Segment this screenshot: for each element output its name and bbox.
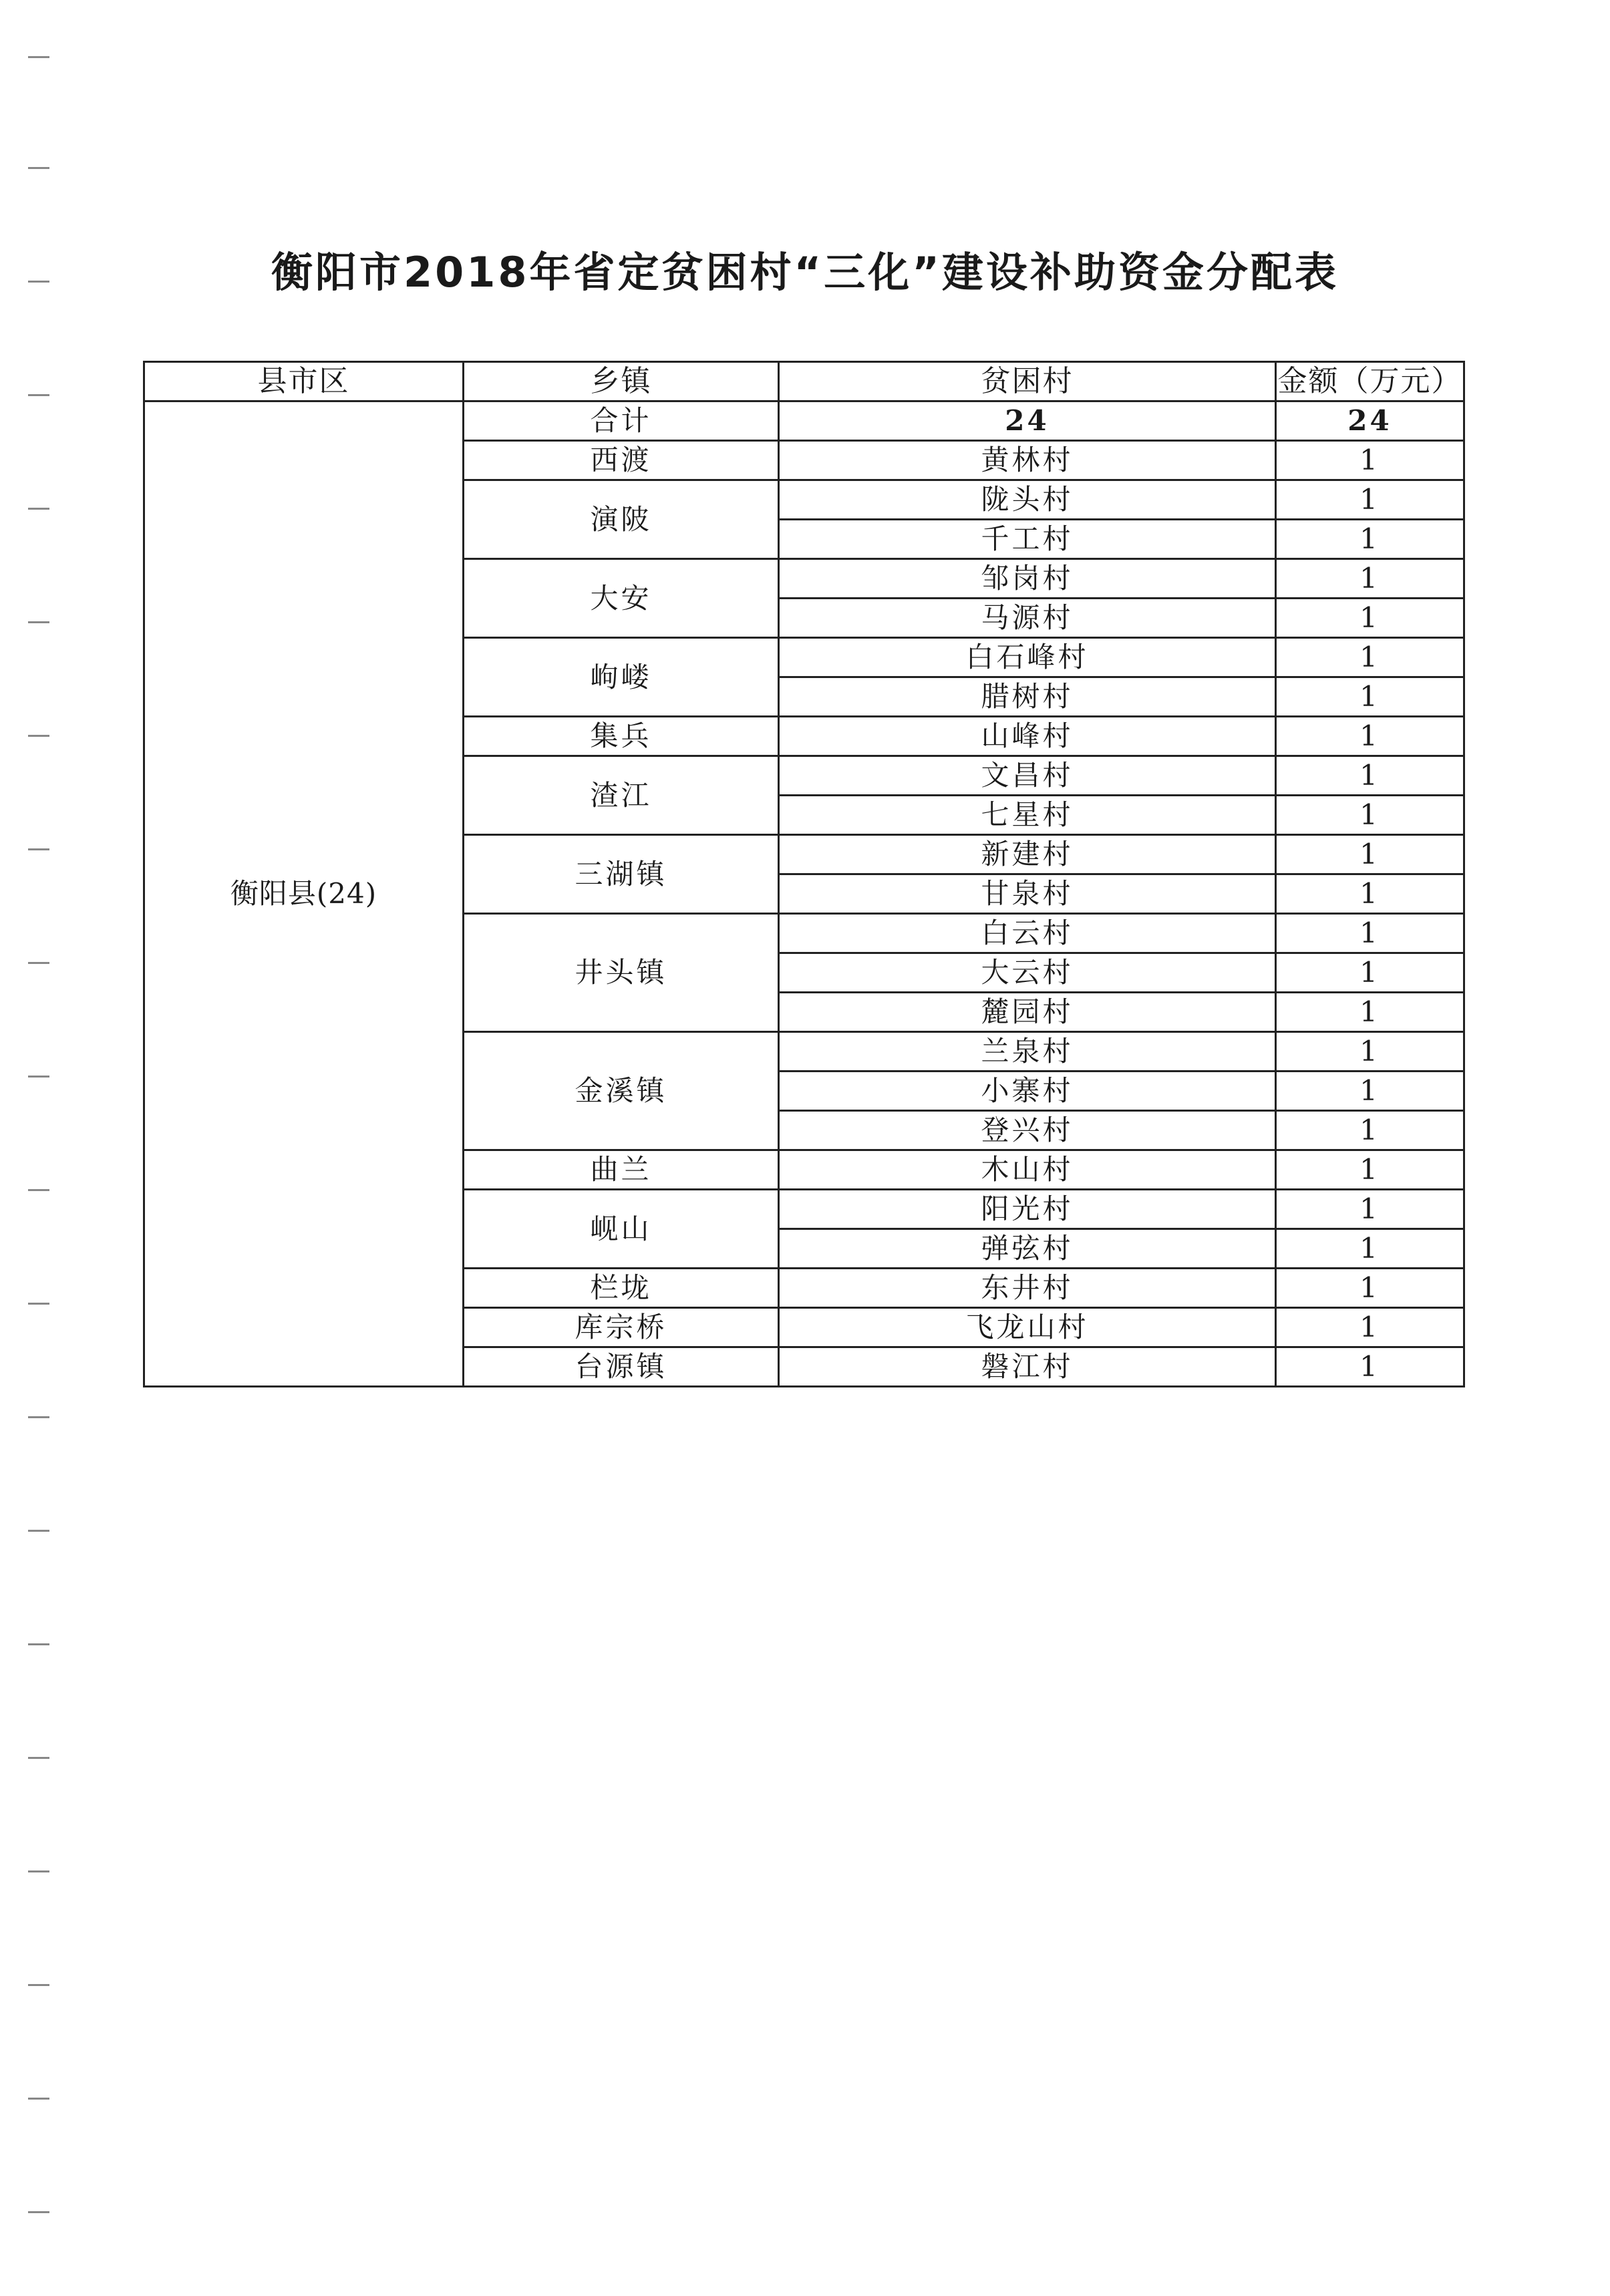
amount-cell: 1 [1276,677,1464,717]
scan-edge-mark [28,1416,49,1418]
header-county: 县市区 [144,362,464,401]
township-cell: 栏垅 [464,1269,779,1308]
document-title: 衡阳市2018年省定贫困村“三化”建设补助资金分配表 [271,248,1339,297]
scan-edge-mark [28,1189,49,1191]
amount-cell: 1 [1276,1229,1464,1269]
amount-cell: 1 [1276,914,1464,953]
header-village: 贫困村 [779,362,1276,401]
township-cell: 岘山 [464,1190,779,1269]
township-cell: 井头镇 [464,914,779,1032]
amount-cell: 1 [1276,717,1464,756]
scan-edge-mark [28,1870,49,1872]
village-cell: 甘泉村 [779,874,1276,914]
scan-edge-mark [28,167,49,169]
scan-edge-mark [28,1303,49,1305]
amount-cell: 1 [1276,1150,1464,1190]
amount-cell: 1 [1276,1111,1464,1150]
amount-cell: 1 [1276,441,1464,480]
village-cell: 七星村 [779,796,1276,835]
village-cell: 飞龙山村 [779,1308,1276,1347]
village-cell: 文昌村 [779,756,1276,796]
scan-edge-mark [28,508,49,510]
township-cell: 曲兰 [464,1150,779,1190]
scan-edge-mark [28,2098,49,2100]
amount-cell: 1 [1276,953,1464,993]
scan-edge-mark [28,1757,49,1759]
village-cell: 邹岗村 [779,559,1276,599]
township-cell: 集兵 [464,717,779,756]
amount-cell: 1 [1276,599,1464,638]
village-cell: 马源村 [779,599,1276,638]
scan-edge-mark [28,1530,49,1532]
village-cell: 白云村 [779,914,1276,953]
amount-cell: 1 [1276,1032,1464,1072]
village-cell: 腊树村 [779,677,1276,717]
township-cell: 金溪镇 [464,1032,779,1150]
township-cell: 西渡 [464,441,779,480]
village-cell: 大云村 [779,953,1276,993]
township-cell: 渣江 [464,756,779,835]
village-cell: 小寨村 [779,1072,1276,1111]
scan-edge-mark [28,1643,49,1645]
amount-cell: 1 [1276,1190,1464,1229]
county-name: 衡阳县(24) [144,401,464,1387]
amount-cell: 1 [1276,638,1464,677]
amount-cell: 1 [1276,874,1464,914]
scan-edge-mark [28,1076,49,1078]
township-cell: 大安 [464,559,779,638]
scan-edge-mark [28,281,49,283]
amount-cell: 1 [1276,1347,1464,1387]
allocation-table [143,361,1465,1387]
village-cell: 山峰村 [779,717,1276,756]
village-cell: 东井村 [779,1269,1276,1308]
scan-edge-mark [28,621,49,623]
header-row [144,362,1464,401]
amount-cell: 1 [1276,1072,1464,1111]
village-cell: 木山村 [779,1150,1276,1190]
total-village-count: 24 [779,401,1276,441]
scan-edge-mark [28,56,49,58]
scan-edge-mark [28,735,49,737]
header-township: 乡镇 [464,362,779,401]
village-cell: 千工村 [779,520,1276,559]
amount-cell: 1 [1276,756,1464,796]
village-cell: 麓园村 [779,993,1276,1032]
village-cell: 阳光村 [779,1190,1276,1229]
township-cell: 岣嵝 [464,638,779,717]
township-cell: 演陂 [464,480,779,559]
amount-cell: 1 [1276,993,1464,1032]
scan-edge-mark [28,1984,49,1986]
total-amount: 24 [1276,401,1464,441]
township-cell: 库宗桥 [464,1308,779,1347]
village-cell: 新建村 [779,835,1276,874]
header-amount: 金额（万元） [1276,362,1464,401]
amount-cell: 1 [1276,520,1464,559]
village-cell: 白石峰村 [779,638,1276,677]
amount-cell: 1 [1276,1269,1464,1308]
village-cell: 黄林村 [779,441,1276,480]
scan-edge-mark [28,2211,49,2213]
township-cell: 三湖镇 [464,835,779,914]
total-label: 合计 [464,401,779,441]
amount-cell: 1 [1276,480,1464,520]
scan-edge-mark [28,848,49,850]
village-cell: 登兴村 [779,1111,1276,1150]
village-cell: 弹弦村 [779,1229,1276,1269]
amount-cell: 1 [1276,559,1464,599]
scan-edge-mark [28,962,49,964]
amount-cell: 1 [1276,835,1464,874]
township-cell: 台源镇 [464,1347,779,1387]
total-row [144,401,1464,441]
village-cell: 兰泉村 [779,1032,1276,1072]
amount-cell: 1 [1276,1308,1464,1347]
village-cell: 陇头村 [779,480,1276,520]
amount-cell: 1 [1276,796,1464,835]
village-cell: 磐江村 [779,1347,1276,1387]
scan-edge-mark [28,394,49,396]
